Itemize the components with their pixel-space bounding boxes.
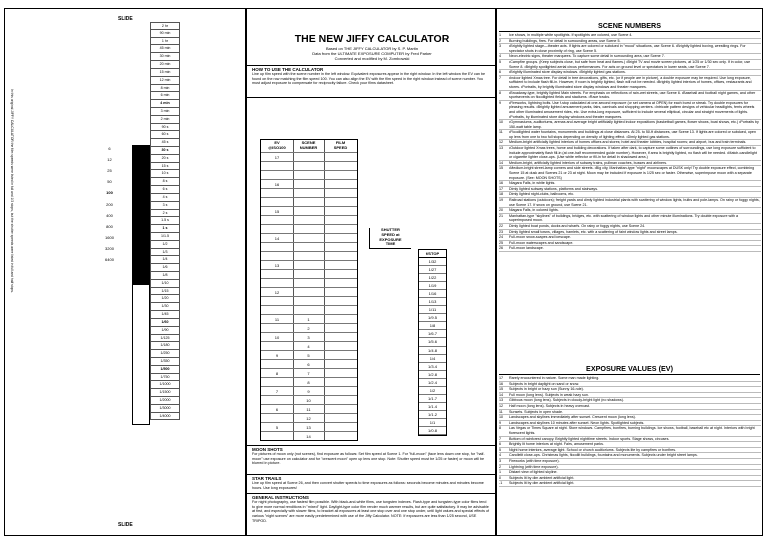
item-number: 15	[499, 166, 504, 171]
item-text: Subjects lit by dim ambient artificial light.	[509, 481, 575, 486]
ev-row	[261, 386, 357, 395]
item-text: •Campfire groups. (Keep subjects close, but safe from heat and flames.) •Bright TV and movie screen pictures, at 1/25 or 1/30 sec only. If in color, use Scene 8. •Brightly spotlighted aerial circus performances. For acts on ground level or spectators in lower seats, use Scene 7.	[509, 59, 751, 69]
scene-number: 5	[307, 353, 310, 358]
ev-scene-window	[260, 139, 358, 441]
shutter-speed-cell: 15 s	[150, 163, 180, 171]
ev-value: 14	[274, 236, 280, 241]
item-number: 20	[499, 208, 504, 213]
shutter-speed-cell: 1/1.5	[150, 233, 180, 241]
window-shade	[133, 146, 149, 285]
item-number: 8	[499, 90, 502, 95]
shutter-speed-cell: 6 min	[150, 92, 180, 100]
calculator-title: THE NEW JIFFY CALCULATOR	[294, 33, 450, 45]
shutter-speed-cell: 1/30	[150, 303, 180, 311]
item-number: 9	[499, 420, 502, 425]
shutter-speed-cell: 12 min	[150, 77, 180, 85]
item-text: •Indoor lighted Xmas tree. For detail in tree decorations, gifts, etc. (or if people are in picture), a double exposure may be required. Use long exposure, sufficient to include flash fill-in. However, if room is brightly lighted, flash will not be needed. •Brightly lighted interiors of homes, offices, restaurants and stores. •Portraits, by brightly illuminated store display windows and theater marquees.	[509, 75, 752, 89]
slide-side-note: In this original JIFFY CALCULATOR the film speeds were listed in full and 1/3 stops, but the shutter speeds were listed in full and half stops.	[10, 89, 14, 293]
fstop-cell: 1/16	[419, 290, 446, 298]
fstop-cell: 1/19	[419, 282, 446, 290]
shutter-speed-cell: 30 s	[150, 147, 180, 155]
item-text: Full-moon snow-scapes and icescape.	[509, 235, 571, 240]
item-number: 13	[499, 398, 504, 403]
shutter-speed-scale	[150, 22, 180, 420]
shutter-speed-cell: 1 s	[150, 225, 180, 233]
iso-value: 6400	[105, 257, 114, 262]
item-number: 19	[499, 198, 504, 202]
item-number: 17	[499, 376, 504, 380]
item-text: Night home interiors, average light. School or church auditoriums. Subjects lite by campfires or bonfires.	[509, 447, 677, 452]
list-item	[499, 146, 761, 161]
ev-row	[261, 188, 357, 197]
ev-row	[261, 206, 357, 215]
iso-value: 200	[106, 201, 113, 207]
item-text: •Brightly illuminated store display windows. •Brightly lighted gas stations.	[509, 70, 626, 75]
list-item	[499, 166, 761, 181]
item-number: 26	[499, 246, 504, 251]
item-text: Railroad stations (outdoors); freight yards and dimly lighted industrial plants with scattering of window lights, bulbs and pole-lamps. On rainy or foggy nights, use Scene 17. If snow on ground, use Scene 21.	[509, 198, 760, 207]
shutter-speed-cell: 1/3	[150, 249, 180, 257]
ev-row	[261, 305, 357, 314]
item-text: Burning buildings, fires. For detail in surrounding areas, use Scene 5.	[509, 38, 621, 43]
shutter-speed-cell: 1/10	[150, 280, 180, 288]
item-text: Distant view of lighted skyline.	[509, 470, 558, 475]
ev-value: 11	[274, 317, 280, 322]
scene-number: 11	[306, 407, 311, 412]
item-number: 8	[499, 426, 502, 431]
item-number: 1	[499, 470, 502, 475]
shutter-speed-cell: 1/500	[150, 366, 180, 374]
ev-row	[261, 332, 357, 341]
fstop-cell: 1/2.4	[419, 379, 446, 387]
ev-row	[261, 260, 357, 269]
iso-value: 12	[107, 157, 112, 163]
ev-row	[261, 350, 357, 359]
ev-row	[261, 251, 357, 260]
fstop-cell: 1/11	[419, 306, 446, 314]
item-number: 4	[499, 453, 502, 458]
list-item	[499, 426, 761, 436]
item-number: 22	[499, 223, 504, 228]
item-number: 7	[499, 75, 502, 80]
slide-strip[interactable]	[4, 8, 246, 536]
shutter-speed-cell: 1/2000	[150, 397, 180, 405]
ev-value: 9	[275, 353, 279, 358]
item-number: 17	[499, 186, 504, 191]
ev-row	[261, 296, 357, 305]
ev-list	[499, 376, 761, 487]
scene-numbers-title: SCENE NUMBERS	[597, 21, 662, 30]
fstop-cell: 1/1.4	[419, 403, 446, 411]
item-text: Lightning (with time exposure).	[509, 464, 559, 469]
fstop-cell: 1/1.7	[419, 395, 446, 403]
ev-row	[261, 422, 357, 431]
shutter-speed-cell: 1/3000	[150, 405, 180, 413]
item-number: 21	[499, 213, 504, 218]
slide-label-top: SLIDE	[118, 16, 133, 22]
fstop-cell: 1/2	[419, 387, 446, 395]
item-number: 5	[499, 447, 502, 452]
fstop-cell: 1/1.2	[419, 411, 446, 419]
ev-row	[261, 278, 357, 287]
item-number: 10	[499, 120, 504, 125]
divider	[247, 65, 495, 66]
list-item	[499, 101, 761, 120]
shutter-speed-cell: 20 s	[150, 155, 180, 163]
item-number: 11	[499, 409, 503, 414]
fstop-window	[418, 249, 447, 436]
item-number: 16	[499, 181, 504, 186]
shutter-speed-cell: 90 min	[150, 30, 180, 38]
item-text: Dimly lighted subway stations, platforms and stairways.	[509, 186, 599, 191]
shutter-speed-cell: 45 min	[150, 45, 180, 53]
ev-row	[261, 179, 357, 188]
shutter-speed-cell: 3 s	[150, 202, 180, 210]
scene-number: 10	[306, 398, 311, 403]
item-text: •Outdoor lighted Xmas trees, home and building decorations. If taken after dark, to capture some outlines of surroundings, use long exposure sufficient to include approximately flash fill-in (at one-half recommended guide number). However, if area is brightly lighted, no flash will be needed. •Match-candlelight or cigarette lighter close-ups. (Use white reflector or fill-in for detail in shadowed area.)	[509, 146, 757, 160]
divider	[499, 374, 760, 375]
shutter-speed-cell: 1/6	[150, 264, 180, 272]
shutter-speed-cell: 15 min	[150, 69, 180, 77]
shutter-speed-cell: 1/90	[150, 327, 180, 335]
shutter-speed-cell: 1/180	[150, 342, 180, 350]
scene-number: 8	[307, 380, 310, 385]
shutter-speed-cell: 60 s	[150, 131, 180, 139]
shutter-speed-cell: 45 s	[150, 139, 180, 147]
credit-line-2: Data from the ULTIMATE EXPOSURE COMPUTER by Fred Parker	[312, 51, 432, 56]
item-number: 5	[499, 59, 502, 64]
scene-number: 2	[307, 326, 310, 331]
item-text: Brightly lit home interiors at night. Fairs, amusement parks.	[509, 442, 604, 447]
ev-row	[261, 431, 357, 440]
fstop-cell: 1/13	[419, 298, 446, 306]
fstop-cell: 1/8	[419, 322, 446, 330]
shutter-speed-cell: 1/45	[150, 311, 180, 319]
shutter-speed-cell: 1/4	[150, 256, 180, 264]
ev-row	[261, 404, 357, 413]
shutter-speed-cell: 1/60	[150, 319, 180, 327]
shutter-speed-cell: 1/250	[150, 350, 180, 358]
item-number: 2	[499, 464, 502, 469]
ev-value: 10	[274, 335, 280, 340]
scene-number: 9	[307, 389, 310, 394]
item-text: Landscapes and skylines immediately after sunset. Crescent moon (long lens).	[509, 415, 636, 420]
item-text: Dimly lighted night-clubs, ballrooms, etc.	[509, 192, 575, 197]
item-number: 3	[499, 44, 502, 49]
item-number: 10	[499, 415, 504, 420]
ev-row	[261, 269, 357, 278]
scene-number: 12	[306, 416, 311, 421]
fstop-cell: 1/3.4	[419, 363, 446, 371]
item-text: Bottom of rainforest canopy. Brightly lighted nighttime streets. Indoor sports. Stage shows, circuses.	[509, 436, 670, 441]
item-text: •Fireworks, lightning bolts. Use f-stop calculated at one-second exposure (or set camera at OPEN) for each burst or streak. Try double exposures for pleasing results. •Brightly lighted amusement parks, fairs, carnivals and shopping centers. •Intricate pattern designs of vehicular headlights, ferris wheels and other illuminated amusement rides, etc. Use extra-long exposure, sufficient to include several elliptical, circular and straight movements of lights. •Portraits, by illuminated store display windows and theater marquees.	[509, 100, 755, 119]
iso-value: 800	[106, 223, 113, 229]
item-number: 14	[499, 392, 504, 397]
ev-row	[261, 314, 357, 323]
iso-value: 1600	[105, 234, 114, 240]
scene-number: 13	[306, 425, 311, 430]
item-text: Candlelit close-ups. Christmas lights, floodlit buildings, fountains and monuments. Subjects under bright street lamps.	[509, 453, 698, 458]
shutter-speed-cell: 10 s	[150, 170, 180, 178]
ev-value: 15	[274, 209, 280, 214]
ev-row	[261, 161, 357, 170]
item-text: Subjects in bright daylight on sand or snow.	[509, 381, 580, 386]
ev-row	[261, 242, 357, 251]
item-number: 15	[499, 387, 504, 392]
fstop-cell: 1/6.7	[419, 330, 446, 338]
item-text: •Medium-bright street-lamp corners and side streets. •Big city, Manhattan-type "night" moonscapes at DUSK only! Try double exposure effect, combining Scene 15 at dusk and Scenes 21 or 23 at night. Moon may be included if exposure is 1/25 sec or faster. Otherwise, superimpose moon with a separate exposure. (See: MOON SHOTS)	[509, 166, 755, 180]
shutter-speed-label: SHUTTER SPEED at EXPOSURE TIME	[369, 228, 411, 249]
shutter-speed-cell: 1/2	[150, 241, 180, 249]
howto-heading: HOW TO USE THE CALCULATOR	[252, 67, 324, 72]
scene-number: 3	[307, 335, 310, 340]
scene-number: 6	[307, 362, 310, 367]
scene-number: 4	[307, 344, 310, 349]
shutter-speed-cell: 3 min	[150, 108, 180, 116]
iso-value: 25	[107, 168, 112, 174]
credit-line-3: Converted and modified by M. Zombowski	[334, 56, 410, 61]
item-number: 2	[499, 38, 502, 43]
item-text: Subjects lit by dim ambient artificial light.	[509, 475, 575, 480]
ev-row	[261, 368, 357, 377]
shutter-speed-cell: 8 min	[150, 85, 180, 93]
ev-row	[261, 152, 357, 161]
item-number: 6	[499, 442, 502, 447]
shutter-speed-cell: 1/1000	[150, 381, 180, 389]
item-number: 3	[499, 458, 502, 463]
item-number: 12	[499, 140, 504, 145]
shutter-speed-cell: 4 min	[150, 100, 180, 108]
item-number: 1	[499, 33, 502, 37]
shutter-speed-cell: 1/15	[150, 288, 180, 296]
fstop-cell: 1/9.5	[419, 314, 446, 322]
star-trails-text: Line up film speed at Scene 26, and then convert shutter speeds to time exposures as follows: seconds become minutes and minutes become hours. Use long exposures!	[252, 481, 484, 490]
divider	[247, 474, 495, 475]
item-text: Full moon (long lens). Subjects in weak hazy sun.	[509, 392, 589, 397]
ev-row	[261, 233, 357, 242]
item-text: Las Vegas or Times Square at night. Store windows. Campfires, bonfires, burning buildings. Ice shows, football, baseball etc at night. Interiors with bright florescent lights.	[509, 426, 755, 435]
ev-value: 12	[274, 290, 280, 295]
item-number: 25	[499, 240, 504, 245]
item-text: Medium-bright, artificially lighted interiors of subway trains, pullman coaches, busses and airliners.	[509, 160, 668, 165]
ev-rows	[261, 152, 357, 440]
iso-value: 3200	[105, 245, 114, 251]
item-text: Neon-electric signs, theater marquees. To capture some detail in surrounding area, use Scene 7.	[509, 54, 665, 59]
film-speed-window	[132, 145, 150, 425]
list-item	[499, 120, 761, 130]
item-text: Half moon (long lens). Subjects in heavy overcast.	[509, 403, 590, 408]
item-number: 13	[499, 146, 504, 151]
list-item	[499, 60, 761, 70]
list-item	[499, 481, 761, 487]
credit-line-1: Based on THE JIFFY CALCULATOR by S. P. Martin	[325, 46, 419, 51]
fstop-cell: 1/4	[419, 355, 446, 363]
item-text: •Gymnasiums, auditoriums, arenas and average bright artificially lighted indoor expositions (basketball games, flower shows, boat shows, etc.) •Portraits by 150-watt table lamp.	[509, 120, 759, 129]
shutter-speed-cell: 90 s	[150, 124, 180, 132]
iso-scale	[93, 146, 126, 287]
iso-value: 400	[106, 212, 113, 218]
ev-row	[261, 215, 357, 224]
moon-shots-heading: MOON SHOTS	[252, 447, 283, 452]
item-text: Manhattan-type "skylines" of buildings, bridges, etc. with scattering of window lights and other minute illuminations. Try double exposure with a superimposed moon.	[509, 213, 739, 223]
shutter-speed-cell: 2 s	[150, 210, 180, 218]
general-heading: GENERAL INSTRUCTIONS	[252, 495, 309, 500]
list-item	[499, 91, 761, 101]
fstop-cell: 1/22	[419, 274, 446, 282]
ev-value: 13	[274, 263, 280, 268]
ev-row	[261, 395, 357, 404]
item-text: •Brightly lighted stage—theater acts. If lights are colored or subdued in "mood" situations, use Scene 6. •Brightly lighted boxing, wrestling rings. For spectator shots in close proximity of ring, use Scene 5.	[509, 44, 746, 53]
item-text: Rarely encountered in nature. Some man made lighting.	[509, 376, 600, 380]
scene-list	[499, 33, 761, 252]
item-text: Subjects in bright or hazy sun (Sunny 16-rule).	[509, 387, 584, 392]
scene-number: 1	[307, 317, 310, 322]
shutter-speed-cell: 1/750	[150, 374, 180, 382]
shutter-speed-cell: 4 s	[150, 194, 180, 202]
general-text: For night photography, use fastest film possible. With black-and-white films, use tungsten indexes. Flash-type and tungsten-type color films tend to give more normal renditions in "mixed" light. Daylight-type color film render much warmer results, but are quite satisfactory. It may be advisable at first, and especially with slower films, to bracket all exposures at least one stop over and one stop under, until light values and special effects of various "night scenes" are more easily predetermined with use of the Jiffy Calculator. NOTE: If exposures are less than 1/25 second, USE TRIPOD.	[252, 500, 490, 523]
list-item	[499, 198, 761, 208]
scene-numbers-panel	[496, 8, 763, 536]
fstop-cell: 1/27	[419, 266, 446, 274]
slide-label-bottom: SLIDE	[118, 522, 133, 528]
ev-row	[261, 170, 357, 179]
item-number: 14	[499, 160, 504, 165]
shutter-speed-cell: 8 s	[150, 178, 180, 186]
scene-number: 7	[307, 371, 310, 376]
ev-row	[261, 224, 357, 233]
item-text: Ice shows, in multiple white spotlights. If spotlights are colored, use Scene 4.	[509, 33, 633, 37]
ev-row	[261, 413, 357, 422]
item-text: Sunsets. Subjects in open shade.	[509, 409, 564, 414]
item-number: 16	[499, 381, 504, 386]
col-head-ev: EV @ISO100	[268, 140, 286, 150]
ev-row	[261, 323, 357, 332]
item-text: •Broadway-type, brightly lighted Main streets. For emphasis on reflections of rain-wet streets, use Scene 6. •Baseball and football night games, and other sportsevents on floodlighted fields and stadiums. •Race tracks.	[509, 90, 756, 100]
item-number: 7	[499, 436, 502, 441]
ev-row	[261, 341, 357, 350]
item-number: 11	[499, 130, 503, 135]
ev-value: 16	[274, 182, 280, 187]
shutter-speed-cell: 6 s	[150, 186, 180, 194]
divider	[247, 97, 495, 98]
shutter-speed-cell: 1/4000	[150, 413, 180, 421]
fstop-cell: 1/4.8	[419, 347, 446, 355]
item-number: 23	[499, 229, 504, 234]
col-head-film-speed: FILM SPEED	[333, 140, 348, 150]
item-text: Gibbous moon (long lens). Subjects in cloudy-bright light (no shadows).	[509, 398, 624, 403]
list-item	[499, 214, 761, 224]
fstop-heading: f/STOP	[419, 250, 446, 258]
item-text: Landscapes and skylines 10 minutes after sunset. Neon lights. Spotlighted subjects.	[509, 420, 645, 425]
list-item	[499, 76, 761, 91]
item-number: 6	[499, 70, 502, 75]
item-text: Full-moon landscape.	[509, 246, 544, 251]
howto-text: Line up film speed with the scene number in the left window. Equivalent exposures appear in the right window. In the left window the EV can be found on the row matching the film speed 100. You can also align the EV with the film speed in the right window instead of scene number. You must adjust exposure to compensate for reciprocity failure. Check your films datasheet.	[252, 72, 486, 86]
iso-value: 6	[108, 146, 111, 151]
list-item	[499, 246, 761, 252]
calculator-panel	[246, 8, 496, 536]
item-text: Dimly lighted small towns, villages, hamlets, etc. with a scattering of faint window lights and street lamps.	[509, 229, 678, 234]
scene-number: 14	[306, 434, 311, 439]
item-number: 0	[499, 475, 502, 480]
item-text: Full-moon waterscapes and sandscape.	[509, 240, 574, 245]
star-trails-heading: STAR TRAILS	[252, 476, 282, 481]
item-text: Niagara Falls, in white lights.	[509, 181, 556, 186]
iso-value: 100	[106, 190, 113, 196]
item-number: 9	[499, 100, 502, 105]
item-number: 4	[499, 54, 502, 59]
fstop-cell: 1/5.6	[419, 338, 446, 346]
moon-shots-text: For pictures of moon only (not scenes), find exposure as follows: Set film speed at Scene 1. For "full-moon" (face lens down one stop, for "half-moon" use exposure on calculator and for "crescent moon" open up lens one stop. Note: Shutter speed must be 1/25 or faster) or moon will be blurred in picture.	[252, 452, 485, 466]
item-text: Fireworks (with time exposure).	[509, 458, 560, 463]
shutter-speed-cell: 1/8	[150, 272, 180, 280]
item-number: 24	[499, 235, 504, 240]
shutter-speed-cell: 1/125	[150, 335, 180, 343]
ev-value: 17	[274, 155, 280, 160]
item-number: -1	[499, 481, 503, 486]
item-number: 18	[499, 192, 504, 197]
shutter-speed-cell: 1/20	[150, 295, 180, 303]
divider	[499, 31, 760, 32]
divider	[247, 493, 495, 494]
item-number: 12	[499, 403, 504, 408]
list-item	[499, 44, 761, 54]
ev-value: 7	[275, 389, 279, 394]
shutter-speed-cell: 1.5 s	[150, 217, 180, 225]
fstop-cell: 1/1	[419, 419, 446, 427]
divider	[247, 445, 495, 446]
ev-value: 8	[275, 371, 279, 376]
ev-title: EXPOSURE VALUES (EV)	[586, 364, 673, 373]
shutter-speed-cell: 1/350	[150, 358, 180, 366]
ev-row	[261, 197, 357, 206]
shutter-speed-cell: 2 min	[150, 116, 180, 124]
shutter-speed-cell: 20 min	[150, 61, 180, 69]
item-text: Medium-bright artificially lighted interiors of homes offices and stores; hotel and theater lobbies, hospital rooms; and airport, bus and train terminals.	[509, 140, 747, 145]
fstop-cell: 1/32	[419, 258, 446, 266]
item-text: Niagara Falls, in colored lights.	[509, 208, 559, 213]
shutter-speed-cell: 30 min	[150, 53, 180, 61]
list-item	[499, 130, 761, 140]
col-head-scene: SCENE NUMBER	[299, 140, 318, 150]
fstop-rows	[419, 258, 446, 435]
item-text: Dimly lighted boat ponds, docks and wharfs. On rainy or foggy nights, use Scene 24.	[509, 223, 646, 228]
fstop-cell: 1/0.8	[419, 427, 446, 435]
ev-value: 5	[275, 425, 279, 430]
item-text: •Floodlighted water fountains, monuments and buildings at close distances. At 25- to 50-ft distances, use Scene 13. If lights are colored or subdued, open up lens from one to two full stops depending on density of lighting effect. •Dimly lighted gas stations.	[509, 130, 756, 139]
shutter-speed-cell: 2 hr	[150, 22, 180, 30]
shutter-speed-cell: 1/1500	[150, 389, 180, 397]
ev-row	[261, 287, 357, 296]
fstop-cell: 1/2.8	[419, 371, 446, 379]
iso-value: 50	[107, 179, 112, 185]
ev-row	[261, 359, 357, 368]
shutter-speed-cell: 1 hr	[150, 38, 180, 46]
ev-value: 6	[275, 407, 279, 412]
ev-row	[261, 377, 357, 386]
